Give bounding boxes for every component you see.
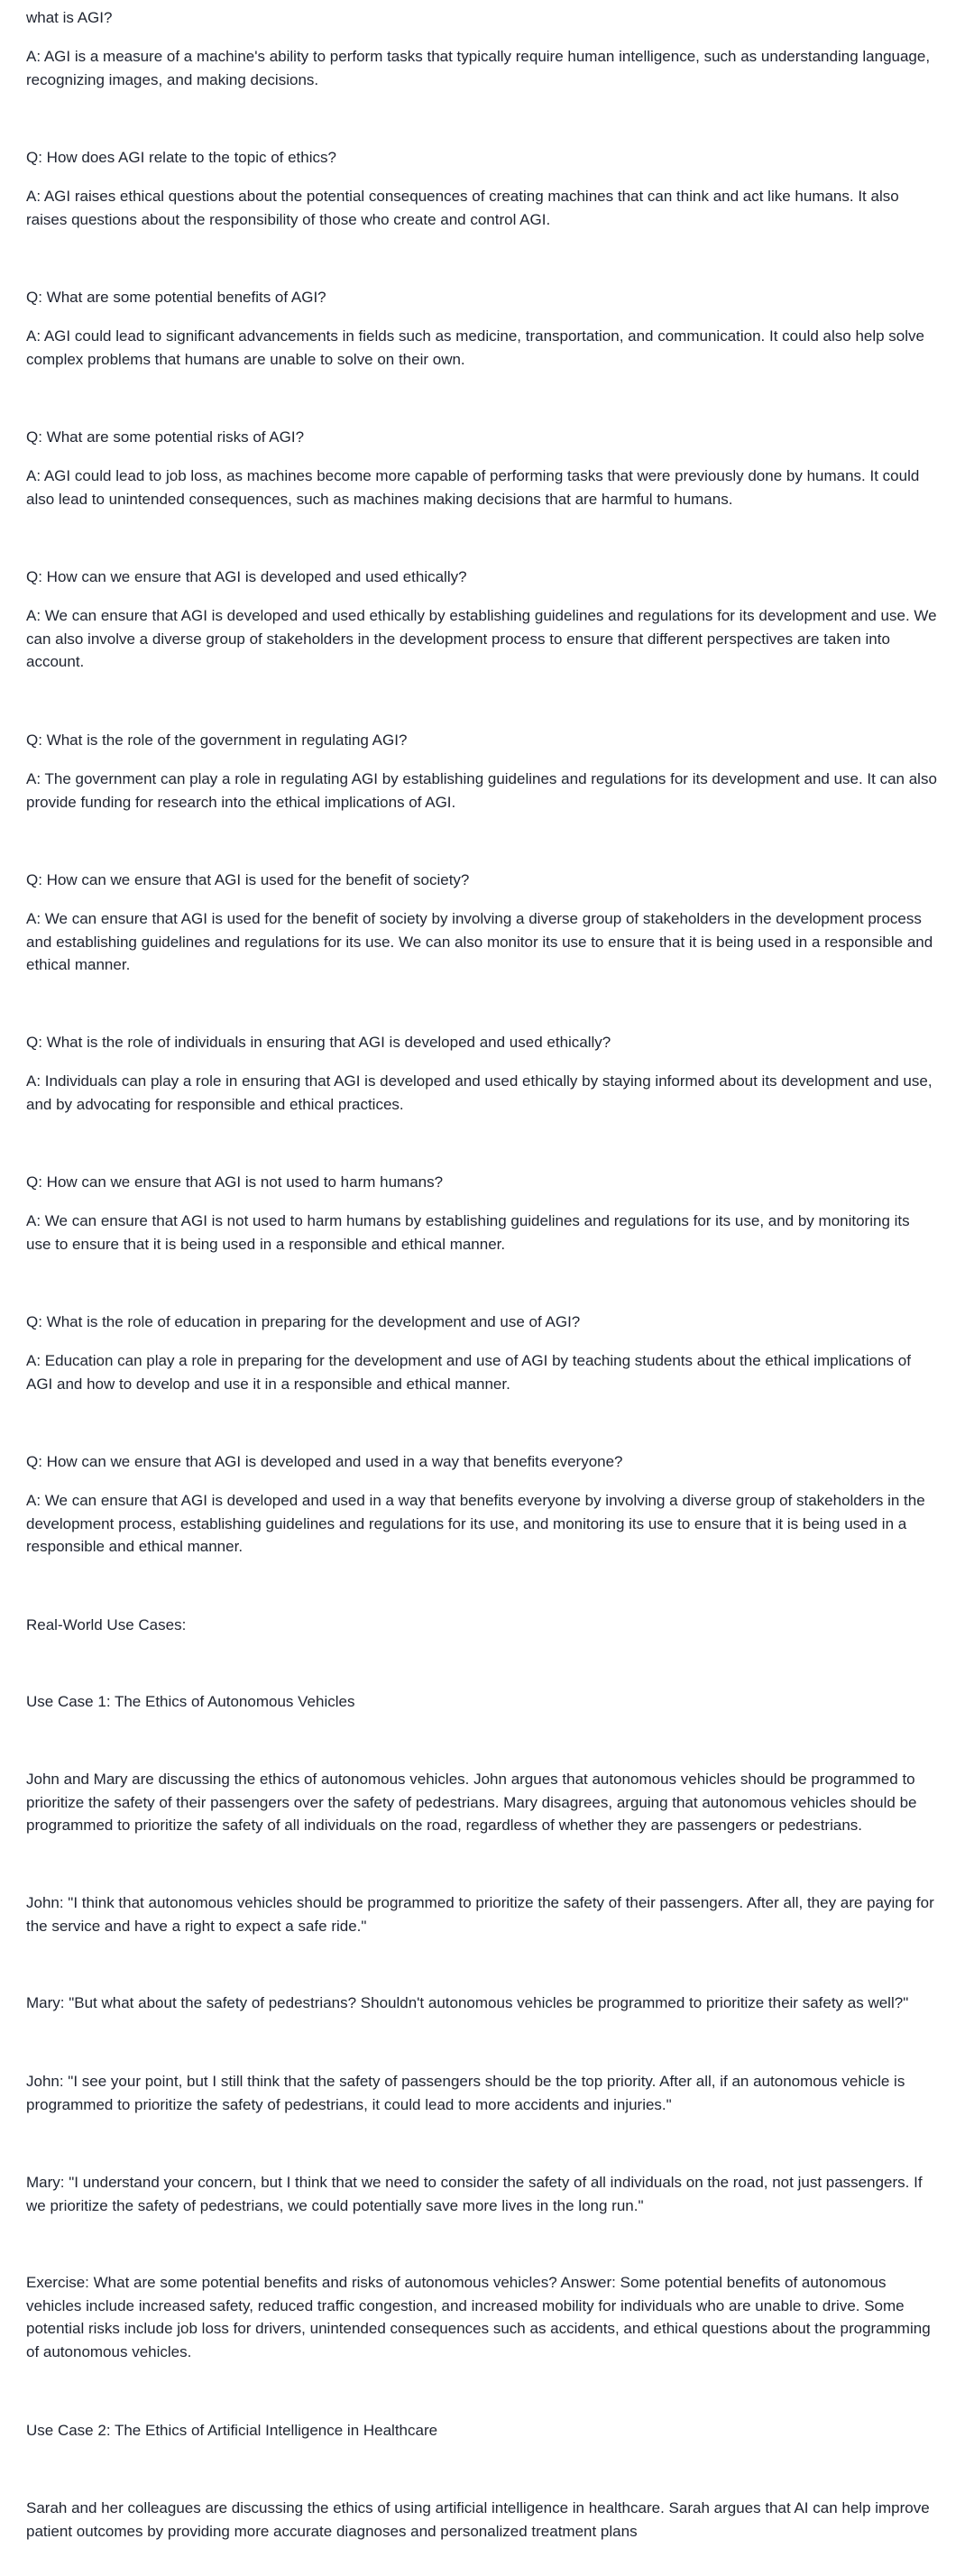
narrative-text: John and Mary are discussing the ethics of autonomous vehicles. John argues that autonomous vehicles should be programmed to prioritize the safety of their passengers over the safety of pedestrians. Mary disagrees, arguing that autonomous vehicles should be programmed to prioritize the safety of all individuals on the road, regardless of whether they are passengers or pedestrians.: [26, 1771, 917, 1834]
question-text: Q: How can we ensure that AGI is used for the benefit of society?: [26, 871, 470, 888]
question-text: Q: What is the role of individuals in ensuring that AGI is developed and used ethically?: [26, 1034, 611, 1051]
question-text: Q: How can we ensure that AGI is developed and used in a way that benefits everyone?: [26, 1453, 623, 1470]
question-text: Q: What is the role of education in preparing for the development and use of AGI?: [26, 1313, 581, 1330]
question-text: Q: What is the role of the government in regulating AGI?: [26, 731, 408, 749]
answer-text: A: We can ensure that AGI is used for the benefit of society by involving a diverse group of stakeholders in the development process and establishing guidelines and regulations for its use. We can also monitor its use to ensure that it is being used in a responsible and ethical manner.: [26, 910, 933, 973]
use-case-title: Use Case 2: The Ethics of Artificial Intelligence in Healthcare: [26, 2422, 438, 2439]
dialogue-line: Mary: "But what about the safety of pedestrians? Shouldn't autonomous vehicles be programmed to prioritize their safety as well?": [26, 1994, 909, 2011]
question-text: Q: What are some potential benefits of AGI?: [26, 289, 326, 306]
answer-text: A: The government can play a role in regulating AGI by establishing guidelines and regulations for its development and use. It can also provide funding for research into the ethical implications of AGI.: [26, 770, 937, 811]
question-text: Q: How can we ensure that AGI is not used to harm humans?: [26, 1173, 444, 1191]
answer-text: A: AGI could lead to significant advancements in fields such as medicine, transportation, and communication. It could also help solve complex problems that humans are unable to solve on their own.: [26, 327, 924, 368]
answer-text: A: We can ensure that AGI is developed and used ethically by establishing guidelines and regulations for its development and use. We can also involve a diverse group of stakeholders in the development process to ensure that different perspectives are taken into account.: [26, 607, 937, 670]
answer-text: A: We can ensure that AGI is developed and used in a way that benefits everyone by involving a diverse group of stakeholders in the development process, establishing guidelines and regulations for its use, and monitoring its use to ensure that it is being used in a responsible and ethical manner.: [26, 1492, 925, 1555]
question-text: Q: What are some potential risks of AGI?: [26, 428, 305, 446]
dialogue-line: Mary: "I understand your concern, but I think that we need to consider the safety of all individuals on the road, not just passengers. If we prioritize the safety of pedestrians, we could potentially save more lives in the long run.": [26, 2174, 923, 2214]
dialogue-line: John: "I see your point, but I still think that the safety of passengers should be the top priority. After all, if an autonomous vehicle is programmed to prioritize the safety of pedestrians, it could lead to more accidents and injuries.": [26, 2073, 905, 2113]
section-heading: Real-World Use Cases:: [26, 1616, 187, 1633]
intro-question: what is AGI?: [26, 9, 113, 26]
dialogue-line: John: "I think that autonomous vehicles should be programmed to prioritize the safety of their passengers. After all, they are paying for the service and have a right to expect a safe ride.": [26, 1894, 934, 1935]
answer-text: A: AGI raises ethical questions about the potential consequences of creating machines that can think and act like humans. It also raises questions about the responsibility of those who create and control AGI.: [26, 188, 899, 228]
answer-text: A: We can ensure that AGI is not used to harm humans by establishing guidelines and regulations for its use, and by monitoring its use to ensure that it is being used in a responsible and ethical manner.: [26, 1212, 910, 1253]
answer-text: A: Individuals can play a role in ensuring that AGI is developed and used ethically by staying informed about its development and use, and by advocating for responsible and ethical practices.: [26, 1072, 933, 1113]
question-text: Q: How can we ensure that AGI is developed and used ethically?: [26, 568, 467, 585]
answer-text: A: AGI is a measure of a machine's ability to perform tasks that typically require human intelligence, such as understanding language, recognizing images, and making decisions.: [26, 48, 931, 88]
exercise-text: Exercise: What are some potential benefits and risks of autonomous vehicles? Answer: Some potential benefits of autonomous vehicles include increased safety, reduced traffic congestion, and increased mobility for individuals who are unable to drive. Some potential risks include job loss for drivers, unintended consequences such as accidents, and ethical questions about the programming of autonomous vehicles.: [26, 2274, 931, 2360]
use-case-title: Use Case 1: The Ethics of Autonomous Vehicles: [26, 1693, 355, 1710]
narrative-text: Sarah and her colleagues are discussing the ethics of using artificial intelligence in healthcare. Sarah argues that AI can help improve patient outcomes by providing more accurate diagnoses and personalized treatment plans: [26, 2499, 930, 2540]
answer-text: A: Education can play a role in preparing for the development and use of AGI by teaching students about the ethical implications of AGI and how to develop and use it in a responsible and ethical manner.: [26, 1352, 911, 1393]
question-text: Q: How does AGI relate to the topic of ethics?: [26, 149, 336, 166]
answer-text: A: AGI could lead to job loss, as machines become more capable of performing tasks that were previously done by humans. It could also lead to unintended consequences, such as machines making decisions that are harmful to humans.: [26, 467, 920, 508]
